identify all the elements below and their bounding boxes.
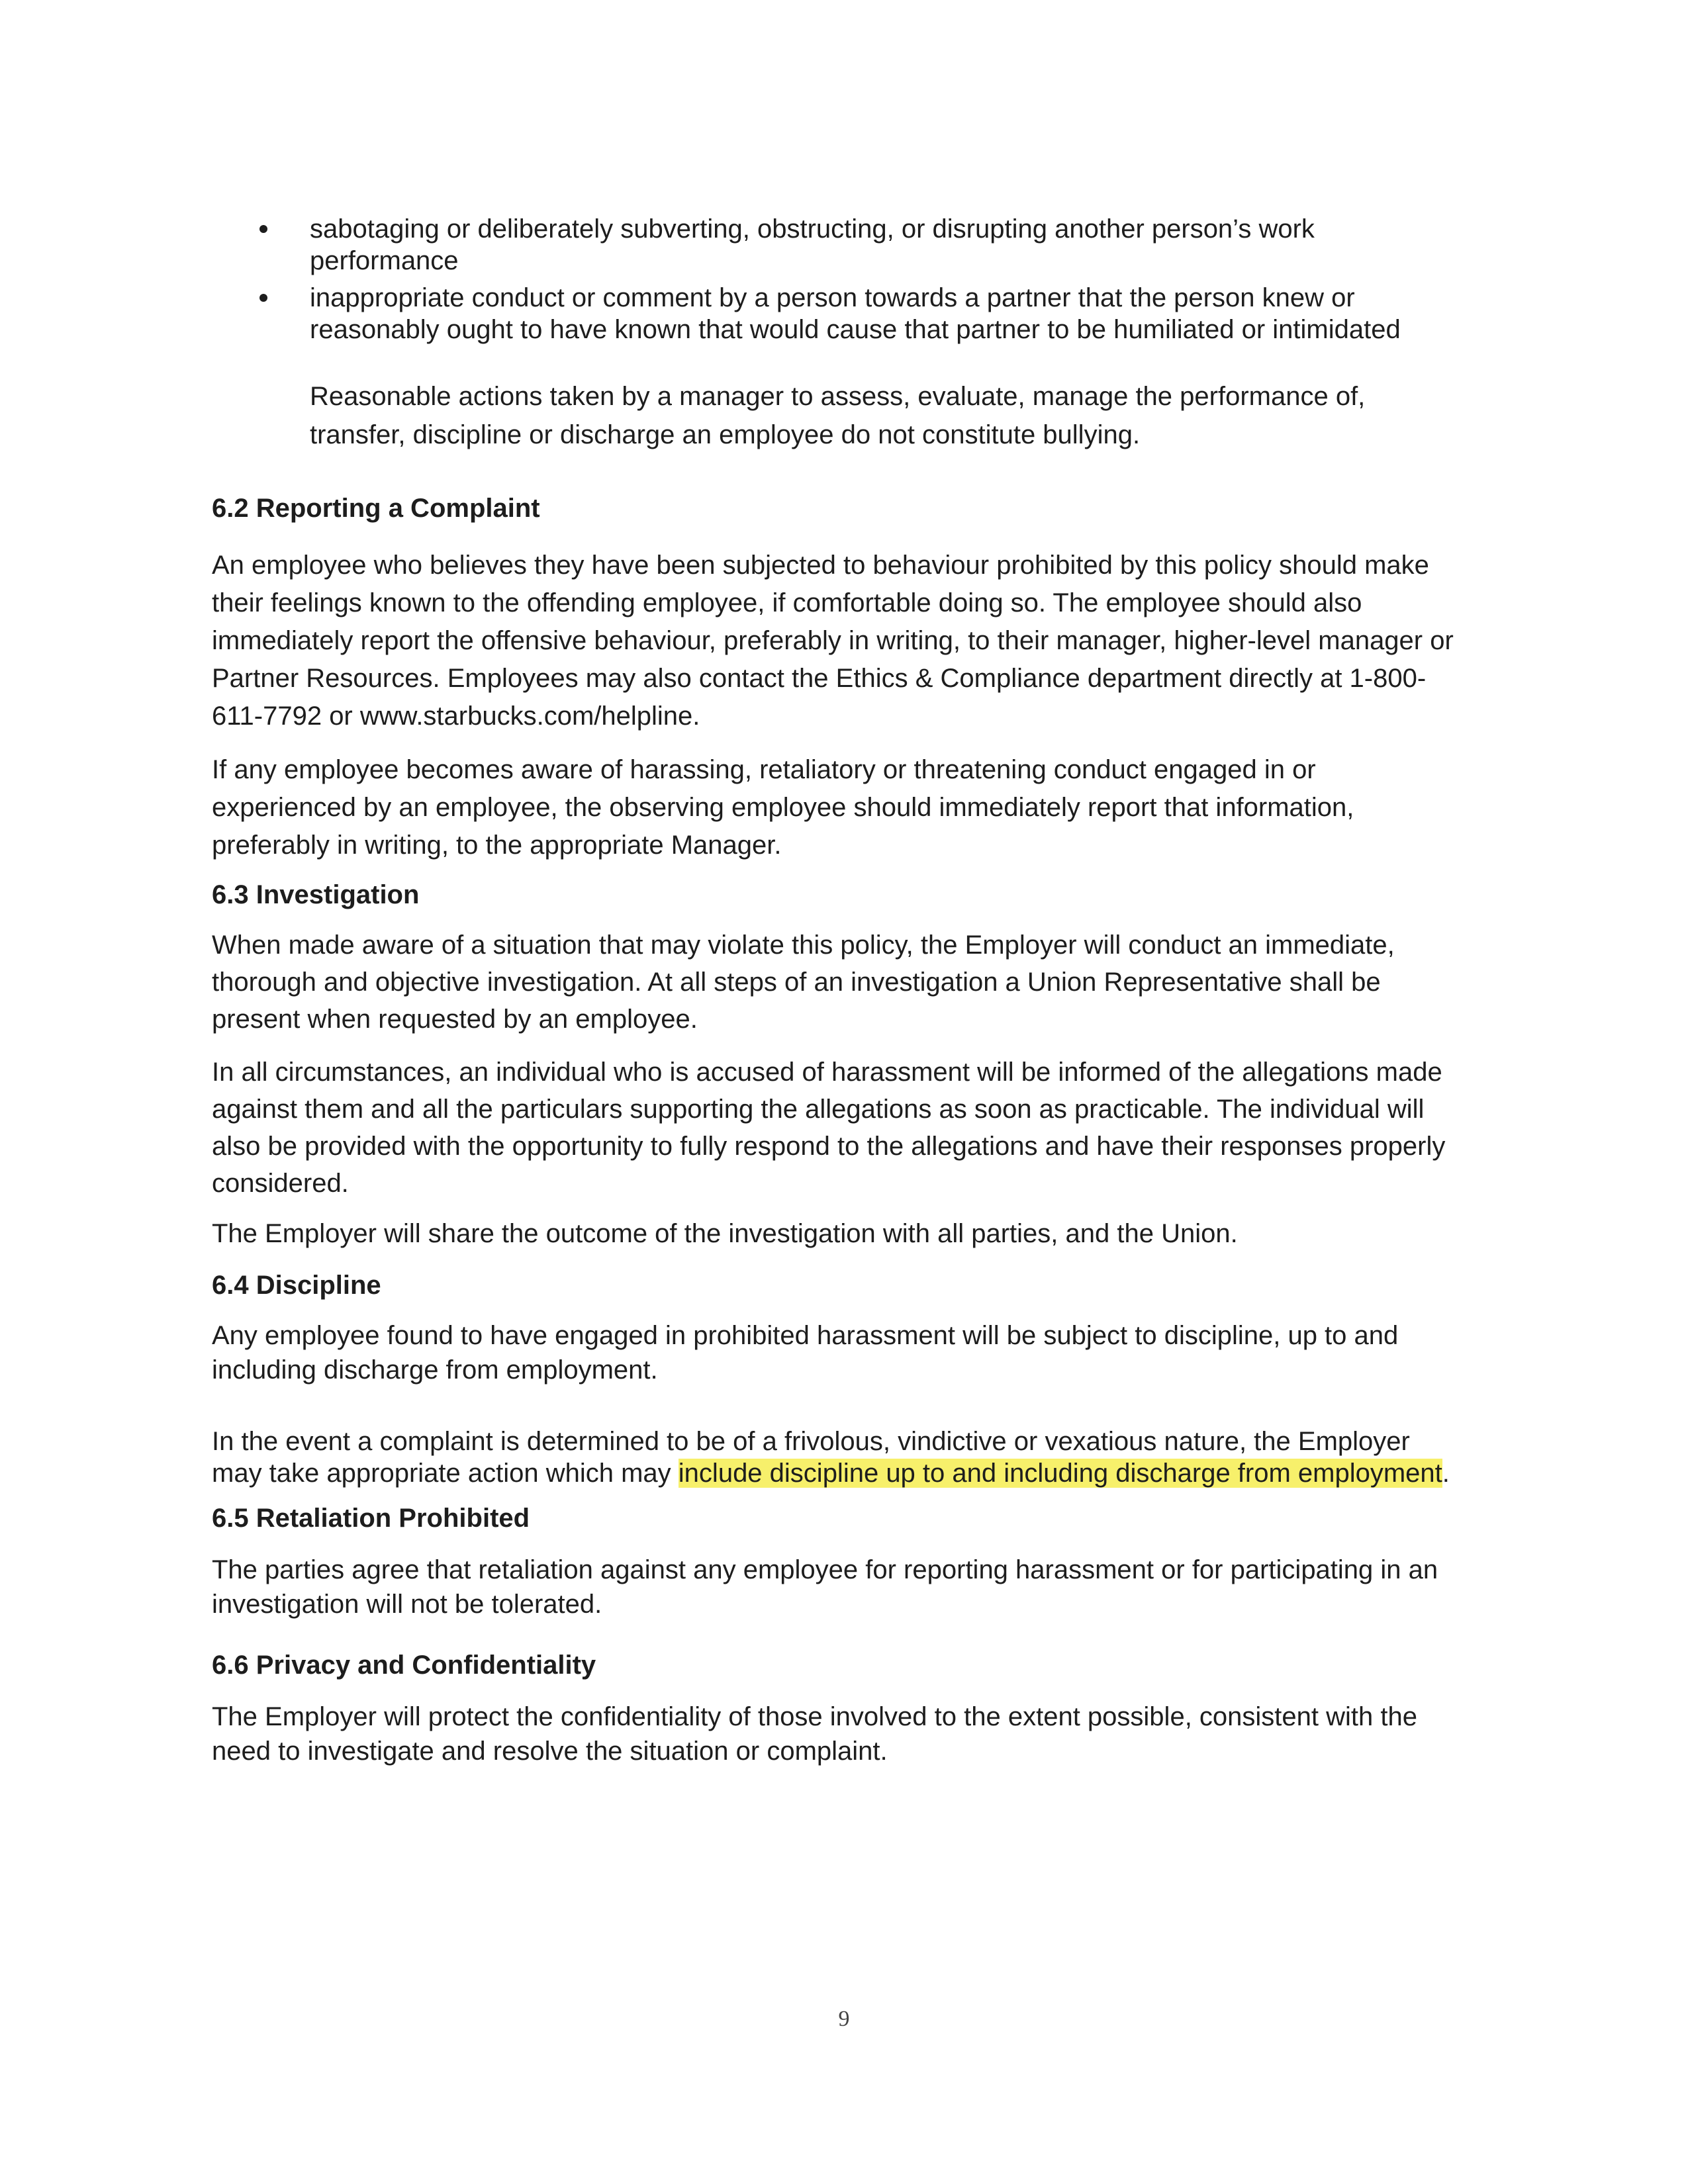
section-heading-reporting-complaint: 6.2 Reporting a Complaint [212,494,540,523]
page-number: 9 [838,2007,850,2031]
highlighted-text: include discipline up to and including discharge from employment [678,1459,1442,1488]
paragraph: The Employer will protect the confidentiality of those involved to the extent possible, consistent with the need to investigate and resolve the situation or complaint. [212,1702,1417,1766]
paragraph-text: In the event a complaint is determined to be of a frivolous, vindictive or vexatious nature, the Employer may take appropriate action which may [212,1427,1410,1488]
section-heading-investigation: 6.3 Investigation [212,880,420,909]
paragraph: In all circumstances, an individual who is accused of harassment will be informed of the allegations made against them and all the particulars supporting the allegations as soon as practicable. The individual will also be provided with the opportunity to fully respond to the allegations and have their responses properly considered. [212,1058,1446,1198]
bullet-text: inappropriate conduct or comment by a person towards a partner that the person knew or reasonably ought to have known that would cause that partner to be humiliated or intimidated [310,283,1401,344]
paragraph: If any employee becomes aware of harassing, retaliatory or threatening conduct engaged in or experienced by an employee, the observing employee should immediately report that information, preferably in writing, to the appropriate Manager. [212,755,1354,860]
bullet-item [212,213,1456,277]
paragraph: An employee who believes they have been subjected to behaviour prohibited by this policy should make their feelings known to the offending employee, if comfortable doing so. The employee should also immediately report the offensive behaviour, preferably in writing, to their manager, higher-level manager or Partner Resources. Employees may also contact the Ethics & Compliance department directly at 1-800-611-7792 or www.starbucks.com/helpline. [212,551,1454,731]
bullet-item [212,282,1456,345]
document-body [212,213,1456,1768]
section-heading-privacy: 6.6 Privacy and Confidentiality [212,1651,596,1680]
paragraph-with-highlight [212,1426,1456,1489]
paragraph: Any employee found to have engaged in prohibited harassment will be subject to discipline, up to and including discharge from employment. [212,1321,1399,1385]
section-heading-discipline: 6.4 Discipline [212,1271,381,1300]
bullet-text: sabotaging or deliberately subverting, obstructing, or disrupting another person’s work performance [310,214,1315,275]
paragraph: When made aware of a situation that may violate this policy, the Employer will conduct an immediate, thorough and objective investigation. At all steps of an investigation a Union Representative shall be present when requested by an employee. [212,931,1395,1034]
section-heading-retaliation: 6.5 Retaliation Prohibited [212,1504,530,1533]
paragraph: The Employer will share the outcome of the investigation with all parties, and the Union. [212,1219,1238,1248]
bullying-note: Reasonable actions taken by a manager to assess, evaluate, manage the performance of, transfer, discipline or discharge an employee do not constitute bullying. [310,382,1366,449]
bullet-icon [259,225,267,233]
bullet-list [212,213,1456,345]
paragraph-text: . [1442,1459,1450,1488]
paragraph: The parties agree that retaliation against any employee for reporting harassment or for participating in an investigation will not be tolerated. [212,1555,1438,1619]
bullet-icon [259,294,267,302]
